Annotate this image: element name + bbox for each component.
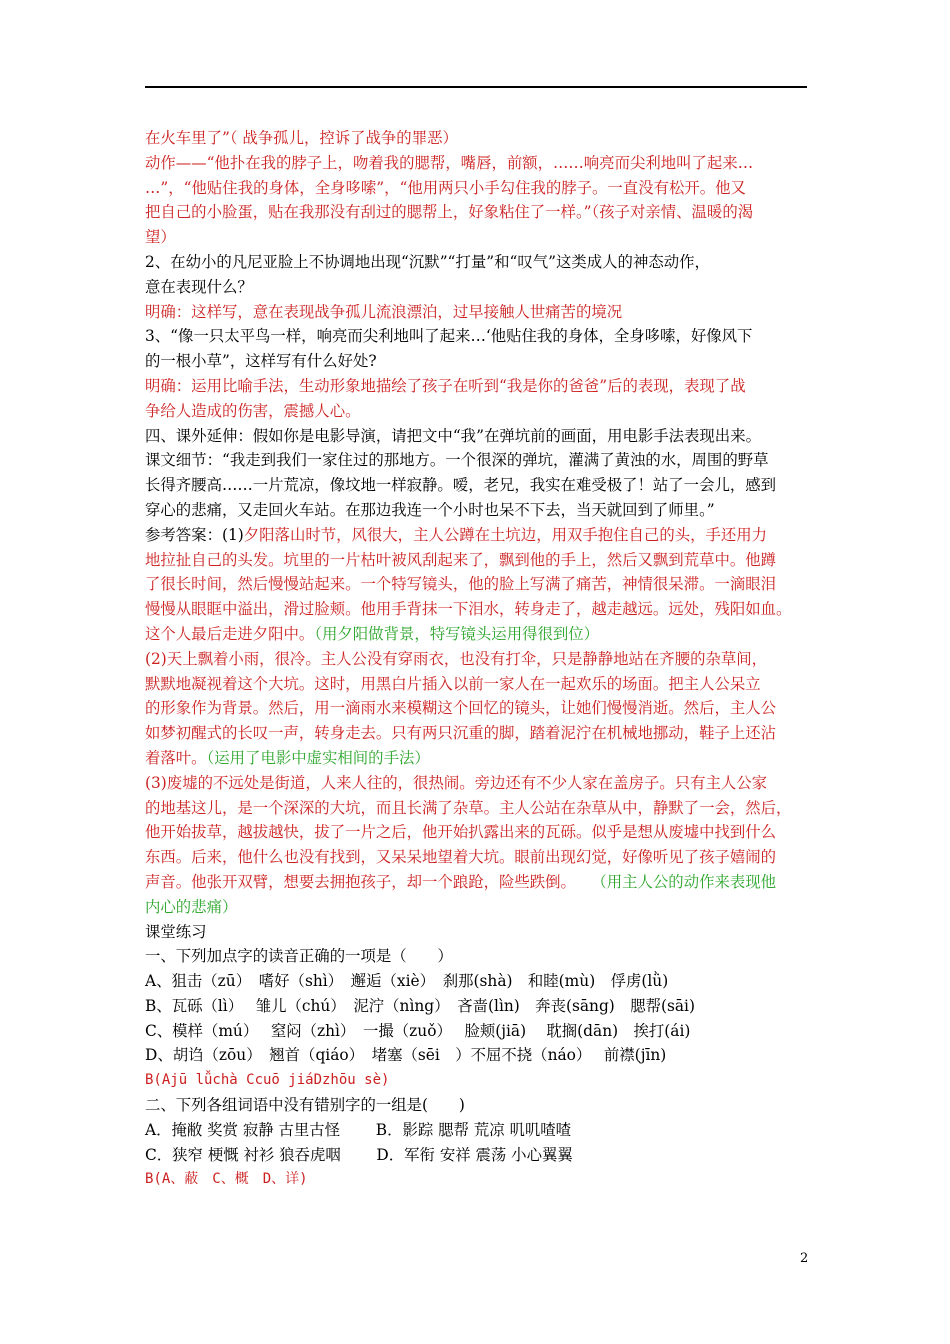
line: 把自己的小脸蛋，贴在我那没有刮过的腮帮上，好象粘住了一样。”（孩子对亲情、温暖的渴 xyxy=(145,203,754,222)
option-d: D、胡诌（zōu） 翘首（qiáo） 堵塞（sēi ）不屈不挠（náo） 前襟(jīn) xyxy=(145,1046,667,1065)
question-3-cont: 的一根小草”，这样写有什么好处? xyxy=(145,352,377,371)
line: 望） xyxy=(145,228,176,247)
answer-comment: （用夕阳做背景，特写镜头运用得很到位） xyxy=(314,624,600,643)
answer-comment: 内心的悲痛） xyxy=(145,897,238,916)
reference-answer-label: 参考答案：(1) xyxy=(145,525,244,544)
answer-3: 明确：运用比喻手法，生动形象地描绘了孩子在听到“我是你的爸爸”后的表现，表现了战 xyxy=(145,376,746,395)
answer-key-1: B(Ajū lǚchà Ccuō jiáDzhōu sè) xyxy=(145,1072,390,1089)
answer-line: 如梦初醒式的长叹一声，转身走去。只有两只沉重的脚，踏着泥泞在机械地挪动，鞋子上还沾 xyxy=(145,724,777,743)
reference-answer-3: (3)废墟的不远处是街道，人来人往的，很热闹。旁边还有不少人家在盖房子。只有主人公家 xyxy=(145,773,768,792)
answer-line: 慢慢从眼眶中溢出，滑过脸颊。他用手背抹一下泪水，转身走了，越走越远。远处，残阳如血。 xyxy=(145,600,792,619)
answer-comment: （用主人公的动作来表现他 xyxy=(599,872,777,891)
exercise-2: 二、下列各组词语中没有错别字的一组是( ) xyxy=(145,1096,465,1115)
answer-line: 的地基这儿，是一个深深的大坑，而且长满了杂草。主人公站在杂草从中，静默了一会，然后， xyxy=(145,798,792,817)
reference-answer-2: (2)天上飘着小雨，很冷。主人公没有穿雨衣，也没有打伞，只是静静地站在齐腰的杂草间， xyxy=(145,649,768,668)
header-rule xyxy=(145,86,807,88)
page-number: 2 xyxy=(800,1251,809,1266)
answer-line xyxy=(145,870,807,895)
answer-text: 夕阳落山时节，风很大，主人公蹲在土坑边，用双手抱住自己的头，手还用力 xyxy=(243,525,768,544)
text-detail: 长得齐腰高……一片荒凉，像坟地一样寂静。嗳，老兄，我实在难受极了！站了一会儿，感到 xyxy=(145,476,777,495)
text-detail: 穿心的悲痛，又走回火车站。在那边我连一个小时也呆不下去，当天就回到了师里。” xyxy=(145,500,715,519)
answer-line xyxy=(145,622,807,647)
answer-text: 声音。他张开双臂，想要去拥抱孩子，却一个踉跄，险些跌倒。 xyxy=(145,872,569,891)
line: …”，“他贴住我的身体，全身哆嗦”，“他用两只小手勾住我的脖子。一直没有松开。他又 xyxy=(145,178,746,197)
answer-line: 东西。后来，他什么也没有找到，又呆呆地望着大坑。眼前出现幻觉，好像听见了孩子嬉闹的 xyxy=(145,848,777,867)
text-detail: 课文细节：“我走到我们一家住过的那地方。一个很深的弹坑，灌满了黄浊的水，周围的野草 xyxy=(145,451,769,470)
answer-text: 着落叶。 xyxy=(145,748,207,767)
page-body xyxy=(145,126,807,1192)
exercise-heading: 课堂练习 xyxy=(145,922,207,941)
answer-3-cont: 争给人造成的伤害，震撼人心。 xyxy=(145,401,361,420)
reference-answer-1 xyxy=(145,523,807,548)
option-b: B、瓦砾（lì） 雏儿（chú） 泥泞（nìng） 吝啬(lìn) 奔丧(sāng) 腮帮(sāi) xyxy=(145,996,695,1015)
answer-line: 的形象作为背景。然后，用一滴雨水来模糊这个回忆的镜头，让她们慢慢消逝。然后，主人公 xyxy=(145,699,777,718)
option-a: A、狙击（zū） 嗜好（shì） 邂逅（xiè） 刹那(shà) 和睦(mù) 俘虏(lǜ) xyxy=(145,972,669,991)
answer-key-2: B(A、蔽 C、概 D、详) xyxy=(145,1171,308,1188)
answer-comment: （运用了电影中虚实相间的手法） xyxy=(206,748,430,767)
exercise-1: 一、下列加点字的读音正确的一项是（ ） xyxy=(145,947,453,966)
answer-line: 了很长时间，然后慢慢站起来。一个特写镜头，他的脸上写满了痛苦，神情很呆滞。一滴眼泪 xyxy=(145,575,777,594)
answer-text: 这个人最后走进夕阳中。 xyxy=(145,624,315,643)
answer-line: 默默地凝视着这个大坑。这时，用黑白片插入以前一家人在一起欢乐的场面。把主人公呆立 xyxy=(145,674,761,693)
answer-line xyxy=(145,746,807,771)
answer-2: 明确：这样写，意在表现战争孤儿流浪漂泊，过早接触人世痛苦的境况 xyxy=(145,302,623,321)
section-4-heading: 四、课外延伸：假如你是电影导演，请把文中“我”在弹坑前的画面，用电影手法表现出来。 xyxy=(145,426,761,445)
answer-line: 地拉扯自己的头发。坑里的一片枯叶被风刮起来了，飘到他的手上，然后又飘到荒草中。他蹲 xyxy=(145,550,777,569)
line: 在火车里了”（ 战争孤儿，控诉了战争的罪恶） xyxy=(145,129,458,147)
answer-line: 他开始拔草，越拔越快，拔了一片之后，他开始扒露出来的瓦砾。似乎是想从废墟中找到什么 xyxy=(145,823,777,842)
question-3: 3、“像一只太平鸟一样，响亮而尖利地叫了起来…‘他贴住我的身体，全身哆嗦，好像风下 xyxy=(145,327,753,346)
option-row-cd: C．狭窄 梗慨 衬衫 狼吞虎咽 D．军衔 安祥 震荡 小心翼翼 xyxy=(145,1145,573,1164)
option-row-ab: A．掩敝 奖赏 寂静 古里古怪 B．影踪 腮帮 荒凉 叽叽喳喳 xyxy=(145,1120,572,1139)
line: 动作——“他扑在我的脖子上，吻着我的腮帮，嘴唇，前额，……响亮而尖利地叫了起来… xyxy=(145,153,754,172)
question-2-cont: 意在表现什么？ xyxy=(145,277,253,296)
option-c: C、模样（mú） 窒闷（zhì） 一撮（zuǒ） 脸颊(jiā) 耽搁(dān) 挨打(ái) xyxy=(145,1021,691,1040)
question-2: 2、在幼小的凡尼亚脸上不协调地出现“沉默”“打量”和“叹气”这类成人的神态动作， xyxy=(145,252,710,271)
